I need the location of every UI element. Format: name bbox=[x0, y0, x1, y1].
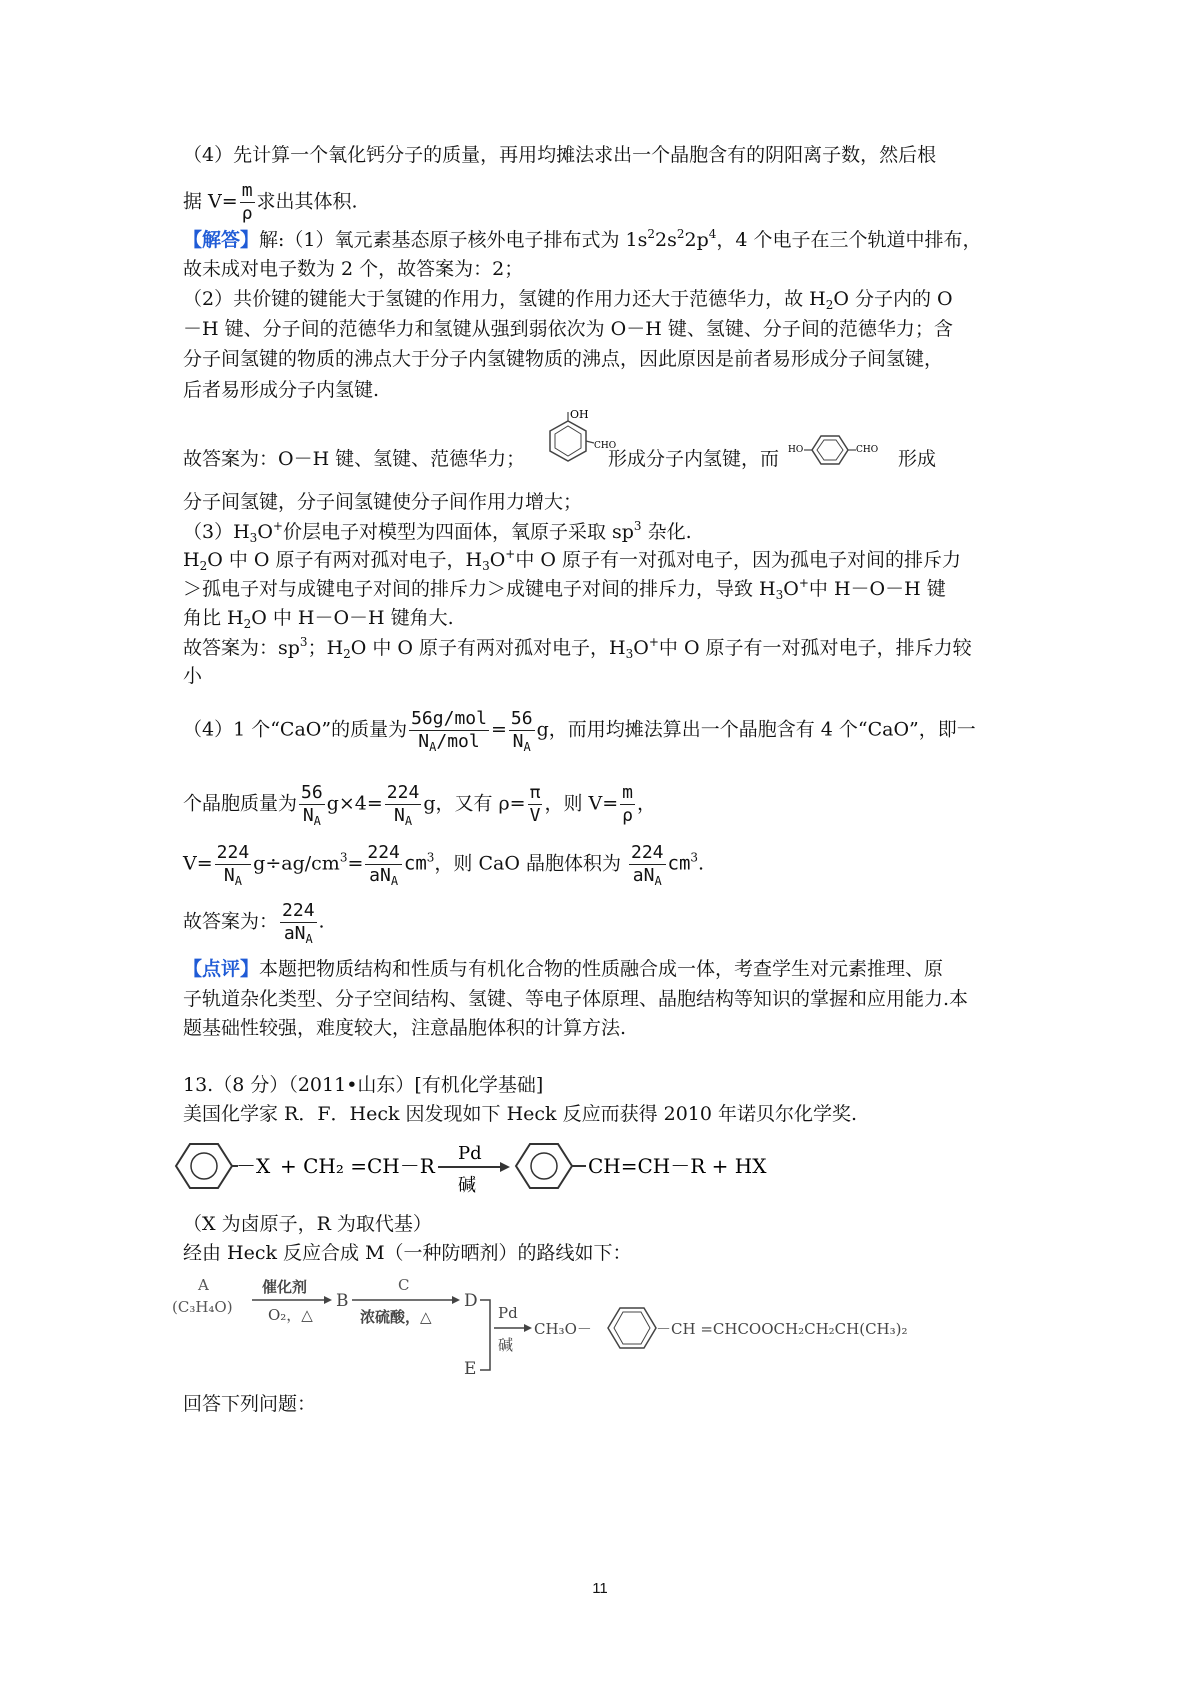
fraction bbox=[509, 708, 535, 753]
step1-catalyst: 催化剂 bbox=[262, 1278, 308, 1296]
benzene-ring bbox=[176, 1144, 232, 1188]
comment-line-1 bbox=[183, 957, 1033, 981]
fraction bbox=[280, 900, 317, 945]
hint-line-2 bbox=[183, 180, 1033, 225]
sup: 3 bbox=[633, 519, 642, 533]
text: . bbox=[698, 852, 705, 875]
hint-prefix: 据 V= bbox=[183, 190, 238, 213]
frac-num: 224 bbox=[282, 900, 315, 921]
text: 2s bbox=[655, 229, 677, 251]
sub: A bbox=[234, 874, 242, 888]
text: ， bbox=[636, 792, 656, 815]
arrow-3-head bbox=[524, 1324, 532, 1332]
text: （3）H bbox=[183, 521, 250, 543]
frac-num: 224 bbox=[216, 842, 250, 863]
sup: 3 bbox=[299, 635, 308, 649]
frac-num: 56 bbox=[510, 708, 533, 729]
text: 本题把物质结构和性质与有机化合物的性质融合成一体，考查学生对元素推理、原 bbox=[259, 958, 944, 980]
sub: A bbox=[523, 740, 531, 754]
text: aN bbox=[369, 865, 391, 886]
q13-question: 回答下列问题： bbox=[183, 1393, 317, 1415]
answer-line-11 bbox=[183, 577, 1033, 601]
fraction bbox=[299, 782, 325, 827]
frac-num: 224 bbox=[386, 782, 420, 803]
comment-line-3: 题基础性较强，难度较大，注意晶胞体积的计算方法. bbox=[183, 1017, 627, 1039]
text: 故答案为： bbox=[183, 910, 279, 933]
a-label: A bbox=[198, 1276, 209, 1294]
ring-inner bbox=[817, 440, 843, 460]
sub: A bbox=[404, 814, 413, 828]
fraction bbox=[528, 782, 543, 827]
text: ＞孤电子对与成键电子对间的排斥力＞成键电子对间的排斥力，导致 H bbox=[183, 578, 776, 600]
q13-note: （X 为卤原子，R 为取代基） bbox=[183, 1213, 432, 1235]
text: 角比 H bbox=[183, 607, 244, 629]
text: = bbox=[347, 852, 364, 875]
sup: 4 bbox=[708, 227, 717, 241]
catalyst-label: Pd bbox=[458, 1143, 482, 1164]
c-label: C bbox=[398, 1276, 410, 1294]
text: V= bbox=[183, 852, 213, 875]
text: ，4 个电子在三个轨道中排布， bbox=[716, 229, 982, 251]
frac-den bbox=[629, 865, 666, 887]
text: g×4= bbox=[326, 792, 383, 815]
oh-label: OH bbox=[570, 408, 589, 421]
text: 形成 bbox=[898, 448, 937, 470]
sub: A bbox=[305, 932, 313, 946]
arrow-2-head bbox=[452, 1296, 460, 1304]
sub: 3 bbox=[249, 531, 258, 545]
base-label: 碱 bbox=[498, 1336, 514, 1354]
frac-num: m bbox=[622, 782, 633, 803]
answer-line-2: 故未成对电子数为 2 个，故答案为：2； bbox=[183, 258, 524, 280]
text: 故答案为：O－H 键、氢键、范德华力； bbox=[183, 448, 526, 470]
a-formula: (C₃H₄O) bbox=[172, 1298, 233, 1316]
fraction bbox=[365, 842, 402, 887]
sub: 3 bbox=[625, 647, 634, 661]
sup: 3 bbox=[690, 850, 699, 865]
text: O bbox=[489, 549, 506, 571]
answer-line-18 bbox=[183, 900, 1033, 945]
sup: + bbox=[272, 519, 283, 533]
hint-suffix: 求出其体积. bbox=[256, 190, 358, 213]
ring-inner bbox=[614, 1312, 650, 1344]
text: O bbox=[783, 578, 799, 600]
answer-line-14: 小 bbox=[183, 665, 203, 687]
text: 中 O 原子有一对孤对电子，因为孤电子对间的排斥力 bbox=[515, 549, 962, 571]
answer-line-17 bbox=[183, 842, 1033, 887]
text: ，则 V= bbox=[544, 792, 619, 815]
benzene-ring-m bbox=[608, 1308, 656, 1348]
methoxy-label: CH₃O－ bbox=[534, 1320, 592, 1338]
alkene-label: + CH₂ =CH－R bbox=[280, 1154, 435, 1178]
answer-line-13 bbox=[183, 636, 1033, 660]
fraction bbox=[215, 842, 252, 887]
text: ；H bbox=[307, 637, 344, 659]
sup: 2 bbox=[647, 227, 656, 241]
answer-line-6: 后者易形成分子内氢键. bbox=[183, 379, 380, 401]
frac-den bbox=[215, 865, 252, 887]
synthesis-route bbox=[168, 1270, 988, 1390]
frac-den bbox=[509, 731, 535, 753]
text: H bbox=[183, 549, 200, 571]
text: N bbox=[418, 731, 430, 752]
frac-den: ρ bbox=[241, 203, 253, 224]
answer-line-7b bbox=[608, 447, 808, 471]
answer-line-8: 分子间氢键，分子间氢键使分子间作用力增大； bbox=[183, 491, 583, 513]
text: N bbox=[394, 805, 405, 826]
q13-header: 13.（8 分）（2011•山东）[有机化学基础] bbox=[183, 1074, 544, 1096]
frac-den bbox=[385, 805, 422, 827]
arrow-1-head bbox=[324, 1296, 332, 1304]
frac-num: 56 bbox=[301, 782, 323, 803]
volume-fraction bbox=[240, 180, 255, 225]
frac-num: 224 bbox=[630, 842, 664, 863]
text: = bbox=[490, 718, 507, 741]
answer-line-3 bbox=[183, 287, 1033, 311]
text: g，而用均摊法算出一个晶胞含有 4 个“CaO”，即一 bbox=[536, 718, 976, 741]
answer-label: 【解答】 bbox=[183, 229, 260, 251]
text: N bbox=[223, 865, 235, 886]
text: 杂化. bbox=[641, 521, 692, 543]
d-label: D bbox=[464, 1291, 478, 1311]
sub: 2 bbox=[243, 617, 252, 631]
sup: 3 bbox=[339, 850, 348, 865]
sup: + bbox=[798, 576, 809, 590]
base-label: 碱 bbox=[458, 1175, 476, 1196]
sub: A bbox=[313, 814, 321, 828]
sup: + bbox=[648, 635, 659, 649]
text: O 中 O 原子有两对孤对电子，H bbox=[207, 549, 483, 571]
text: O 中 O 原子有两对孤对电子，H bbox=[350, 637, 626, 659]
text: N bbox=[512, 731, 524, 752]
frac-den: V bbox=[529, 805, 541, 826]
fraction bbox=[620, 782, 635, 827]
frac-den bbox=[409, 731, 489, 753]
sub: 3 bbox=[482, 559, 490, 573]
frac-num: 224 bbox=[367, 842, 400, 863]
e-label: E bbox=[464, 1359, 477, 1379]
ester-chain-label: －CH =CHCOOCH₂CH₂CH(CH₃)₂ bbox=[656, 1320, 908, 1338]
benzene-ring-product bbox=[516, 1144, 572, 1188]
text: 故答案为：sp bbox=[183, 637, 300, 659]
fraction bbox=[629, 842, 666, 887]
fraction bbox=[409, 708, 489, 753]
sup: + bbox=[505, 547, 516, 561]
ho-label: HO bbox=[788, 445, 804, 455]
answer-line-12 bbox=[183, 606, 1033, 630]
text: 2p bbox=[684, 229, 709, 251]
text: aN bbox=[283, 923, 306, 944]
sub: 2 bbox=[825, 298, 834, 312]
ring-inner bbox=[555, 426, 581, 456]
ring-circle bbox=[531, 1153, 557, 1179]
text: O bbox=[633, 637, 649, 659]
q13-intro: 美国化学家 R．F．Heck 因发现如下 Heck 反应而获得 2010 年诺贝尔化学奖. bbox=[183, 1103, 858, 1125]
comment-label: 【点评】 bbox=[183, 958, 260, 980]
text: . bbox=[318, 910, 325, 933]
bracket bbox=[480, 1300, 490, 1370]
sub: A bbox=[390, 874, 399, 888]
cho-bond bbox=[586, 441, 594, 443]
sup: 2 bbox=[676, 227, 685, 241]
frac-num: m bbox=[241, 180, 253, 201]
p-hydroxybenzaldehyde-structure bbox=[788, 430, 900, 474]
frac-den: ρ bbox=[622, 805, 633, 826]
product-label: CH=CH－R + HX bbox=[588, 1154, 767, 1178]
page-number: 11 bbox=[592, 1580, 608, 1597]
sup: 3 bbox=[426, 850, 435, 865]
text: N bbox=[302, 805, 314, 826]
answer-line-1 bbox=[183, 228, 1033, 252]
answer-line-9 bbox=[183, 520, 1033, 544]
arrow-head bbox=[500, 1162, 510, 1172]
frac-den bbox=[299, 805, 325, 827]
answer-line-15 bbox=[183, 708, 1033, 753]
text: 中 O 原子有一对孤对电子，排斥力较 bbox=[658, 637, 972, 659]
frac-num: 56g/mol bbox=[411, 708, 487, 729]
text: 价层电子对模型为四面体，氧原子采取 sp bbox=[282, 521, 634, 543]
sub: A bbox=[429, 740, 437, 754]
ring-circle bbox=[191, 1153, 217, 1179]
heck-reaction-scheme bbox=[168, 1135, 988, 1205]
frac-num: π bbox=[529, 782, 541, 803]
text: ，则 CaO 晶胞体积为 bbox=[434, 852, 627, 875]
cho-label: CHO bbox=[856, 445, 879, 455]
sub: 2 bbox=[199, 559, 208, 573]
comment-line-2: 子轨道杂化类型、分子空间结构、氢键、等电子体原理、晶胞结构等知识的掌握和应用能力.本 bbox=[183, 988, 969, 1010]
sub: 2 bbox=[343, 647, 351, 661]
text: 解:（1）氧元素基态原子核外电子排布式为 1s bbox=[259, 229, 648, 251]
text: cm bbox=[667, 852, 691, 875]
text: O bbox=[257, 521, 273, 543]
answer-line-7c bbox=[898, 447, 958, 471]
q13-route-intro: 经由 Heck 反应合成 M（一种防晒剂）的路线如下： bbox=[183, 1242, 632, 1264]
answer-line-4: －H 键、分子间的范德华力和氢键从强到弱依次为 O－H 键、氢键、分子间的范德华力；含 bbox=[183, 318, 953, 340]
text: /mol bbox=[436, 731, 480, 752]
sub: 3 bbox=[775, 588, 784, 602]
text: cm bbox=[403, 852, 427, 875]
text: aN bbox=[632, 865, 655, 886]
text: g，又有 ρ= bbox=[423, 792, 526, 815]
b-label: B bbox=[336, 1291, 349, 1311]
halide-label: －X bbox=[236, 1154, 271, 1178]
answer-line-10 bbox=[183, 548, 1033, 572]
step2-conditions: 浓硫酸，△ bbox=[360, 1308, 432, 1326]
text: O 分子内的 O bbox=[833, 288, 953, 310]
text: 形成分子内氢键，而 bbox=[608, 448, 780, 470]
sub: A bbox=[654, 874, 662, 888]
text: g÷ag/cm bbox=[253, 852, 340, 875]
text: 中 H－O－H 键 bbox=[808, 578, 946, 600]
text: 个晶胞质量为 bbox=[183, 792, 298, 815]
fraction bbox=[385, 782, 422, 827]
cho-label: CHO bbox=[594, 441, 617, 451]
hint-line-1: （4）先计算一个氧化钙分子的质量，再用均摊法求出一个晶胞含有的阴阳离子数，然后根 bbox=[183, 144, 937, 166]
text: O 中 H－O－H 键角大. bbox=[251, 607, 454, 629]
answer-line-5: 分子间氢键的物质的沸点大于分子内氢键物质的沸点，因此原因是前者易形成分子间氢键， bbox=[183, 348, 944, 370]
pd-label: Pd bbox=[498, 1304, 518, 1322]
answer-line-16 bbox=[183, 782, 1033, 827]
salicylaldehyde-structure bbox=[520, 407, 617, 471]
frac-den bbox=[280, 923, 317, 945]
frac-den bbox=[365, 865, 402, 887]
text: （2）共价键的键能大于氢键的作用力，氢键的作用力还大于范德华力，故 H bbox=[183, 288, 826, 310]
text: （4）1 个“CaO”的质量为 bbox=[183, 718, 408, 741]
step1-conditions: O₂，△ bbox=[268, 1306, 313, 1324]
